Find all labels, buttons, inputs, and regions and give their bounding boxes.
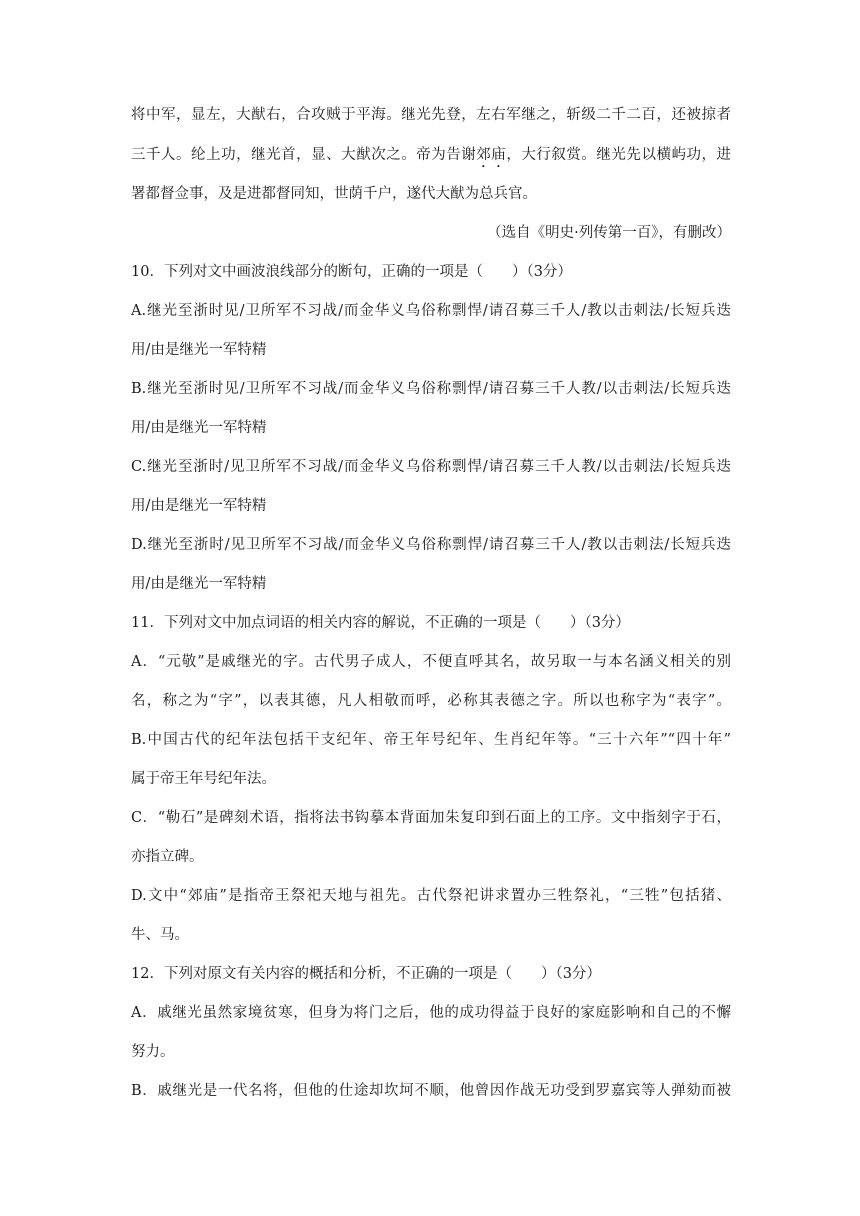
passage-line-1: 将中军，显左，大猷右，合攻贼于平海。继光先登，左右军继之，斩级二千二百，还被掠者 <box>131 107 731 123</box>
passage-source: （选自《明史·列传第一百》，有删改） <box>487 225 731 241</box>
q11-option-b-line-1: B.中国古代的纪年法包括干支纪年、帝王年号纪年、生肖纪年等。“三十六年”“四十年” <box>131 732 731 748</box>
q10-option-a-line-1: A.继光至浙时见/卫所军不习战/而金华义乌俗称剽悍/请召募三千人/教以击刺法/长短兵迭 <box>131 303 731 319</box>
q10-option-d-line-1: D.继光至浙时/见卫所军不习战/而金华义乌俗称剽悍/请召募三千人/教以击刺法/长短兵迭 <box>131 537 731 553</box>
q10-option-d-line-2: 用/由是继光一军特精 <box>131 576 267 592</box>
q11-option-c-line-2: 亦指立碑。 <box>131 849 204 865</box>
q12-stem: 12．下列对原文有关内容的概括和分析，不正确的一项是（ ）（3分） <box>131 966 601 982</box>
q11-option-d-line-2: 牛、马。 <box>131 927 189 943</box>
q12-option-a-line-1: A．戚继光虽然家境贫寒，但身为将门之后，他的成功得益于良好的家庭影响和自己的不懈 <box>131 1005 731 1021</box>
q10-option-a-line-2: 用/由是继光一军特精 <box>131 342 267 358</box>
q11-stem: 11．下列对文中加点词语的相关内容的解说，不正确的一项是（ ）（3分） <box>131 615 630 631</box>
q11-option-a-line-1: A．“元敬”是戚继光的字。古代男子成人，不便直呼其名，故另取一与本名涵义相关的别 <box>131 654 731 670</box>
q11-option-c-line-1: C．“勒石”是碑刻术语，指将法书钩摹本背面加朱复印到石面上的工序。文中指刻字于石， <box>131 810 731 826</box>
passage-line-2-before: 三千人。纶上功，继光首，显、大猷次之。帝为告谢 <box>131 147 477 163</box>
dotted-term-jiaomiao: 郊庙 <box>476 147 507 163</box>
q10-option-c-line-1: C.继光至浙时/见卫所军不习战/而金华义乌俗称剽悍/请召募三千人教/以击刺法/长短兵迭 <box>131 459 731 475</box>
q12-option-b-line-1: B．戚继光是一代名将，但他的仕途却坎坷不顺，他曾因作战无功受到罗嘉宾等人弹劾而被 <box>131 1083 731 1099</box>
q11-option-b-line-2: 属于帝王年号纪年法。 <box>131 771 276 787</box>
q11-option-a-line-2: 名，称之为“字”，以表其德，凡人相敬而呼，必称其表德之字。所以也称字为“表字”。 <box>131 693 731 709</box>
q10-option-c-line-2: 用/由是继光一军特精 <box>131 498 267 514</box>
q11-option-d-line-1: D.文中“郊庙”是指帝王祭祀天地与祖先。古代祭祀讲求置办三牲祭礼，“三牲”包括猪、 <box>131 888 731 904</box>
passage-line-2 <box>131 145 731 171</box>
q10-option-b-line-1: B.继光至浙时见/卫所军不习战/而金华义乌俗称剽悍/请召募三千人教/以击刺法/长短兵迭 <box>131 381 731 397</box>
q10-stem: 10．下列对文中画波浪线部分的断句，正确的一项是（ ）（3分） <box>131 264 572 280</box>
q12-option-a-line-2: 努力。 <box>131 1044 175 1060</box>
passage-line-3: 署都督佥事，及是进都督同知，世荫千户，遂代大猷为总兵官。 <box>131 186 537 202</box>
q10-option-b-line-2: 用/由是继光一军特精 <box>131 420 267 436</box>
passage-line-2-after: ，大行叙赏。继光先以横屿功，进 <box>506 147 731 163</box>
